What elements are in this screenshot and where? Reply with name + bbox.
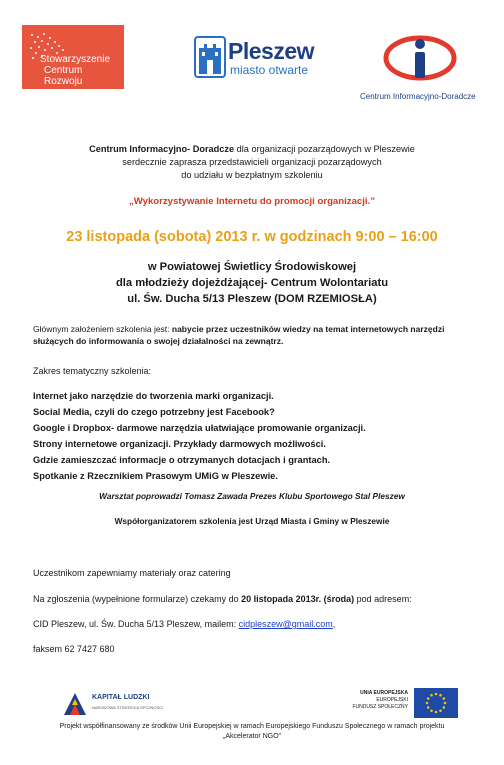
- address-line: [33, 619, 335, 629]
- pleszew-logo-name: Pleszew: [228, 38, 314, 64]
- trainer-note: Warsztat poprowadzi Tomasz Zawada Prezes Klubu Sportowego Stal Pleszew: [99, 491, 405, 501]
- topic-item: Social Media, czyli do czego potrzebny jest Facebook?: [33, 407, 275, 417]
- materials-note: Uczestnikom zapewniamy materiały oraz catering: [33, 568, 231, 578]
- logo-text-line3: Rozwoju: [44, 76, 83, 87]
- venue-block: [0, 259, 504, 307]
- registration-deadline: 20 listopada 2013r. (środa): [241, 594, 355, 604]
- footer-note: [0, 722, 504, 742]
- intro-line1-rest: dla organizacji pozarządowych w Pleszewie: [234, 144, 415, 154]
- registration-note: [33, 594, 412, 604]
- logo-text-line2: Centrum: [44, 65, 83, 76]
- eu-logo: [348, 688, 458, 720]
- venue-line-3: ul. Św. Ducha 5/13 Pleszew (DOM RZEMIOSŁA): [127, 293, 377, 305]
- topic-item: Internet jako narzędzie do tworzenia marki organizacji.: [33, 391, 274, 401]
- email-link[interactable]: cidpleszew@gmail.com: [238, 619, 333, 629]
- logo-text-line1: Stowarzyszenie: [40, 54, 111, 65]
- eu-line-2: EUROPEJSKI: [376, 697, 408, 703]
- intro-line-3: do udziału w bezpłatnym szkoleniu: [181, 170, 323, 180]
- kapital-ludzki-logo: [62, 689, 182, 719]
- topic-item: Google i Dropbox- darmowe narzędzia ułatwiające promowanie organizacji.: [33, 423, 366, 433]
- cid-logo-caption: Centrum Informacyjno-Doradcze: [360, 92, 476, 101]
- intro-line-2: serdecznie zaprasza przedstawicieli organizacji pozarządowych: [122, 157, 382, 167]
- fax-line: faksem 62 7427 680: [33, 644, 115, 654]
- footer-line-2: „Akcelerator NGO”: [223, 733, 281, 740]
- registration-tail: pod adresem:: [354, 594, 412, 604]
- eu-flag-icon: [414, 688, 458, 718]
- goal-bold-2: służących do informowania o swojej działalności na zewnątrz.: [33, 336, 284, 346]
- kapital-ludzki-subtitle: NARODOWA STRATEGIA SPÓJNOŚCI: [92, 705, 164, 710]
- scope-heading: Zakres tematyczny szkolenia:: [33, 366, 152, 376]
- coorganizer-note: Współorganizatorem szkolenia jest Urząd Miasta i Gminy w Pleszewie: [114, 516, 390, 526]
- cid-logo-icon: [380, 30, 460, 86]
- venue-line-2: dla młodzieży dojeżdżającej- Centrum Wolontariatu: [115, 277, 389, 289]
- eu-text: [348, 690, 408, 711]
- training-title: „Wykorzystywanie Internetu do promocji organizacji.”: [128, 196, 376, 207]
- topic-item: Gdzie zamieszczać informacje o otrzymanych dotacjach i grantach.: [33, 455, 331, 465]
- goal-paragraph: [33, 323, 473, 347]
- goal-bold-1: nabycie przez uczestników wiedzy na temat internetowych narzędzi: [171, 324, 445, 334]
- topic-item: Strony internetowe organizacji. Przykłady darmowych możliwości.: [33, 439, 326, 449]
- topic-item: Spotkanie z Rzecznikiem Prasowym UMiG w Pleszewie.: [33, 471, 278, 481]
- date-time-line: 23 listopada (sobota) 2013 r. w godzinach 9:00 – 16:00: [66, 229, 438, 245]
- pleszew-castle-icon: [194, 36, 226, 78]
- stowarzyszenie-logo: [22, 25, 124, 89]
- intro-line-1: [0, 143, 504, 156]
- address-tail: ,: [332, 619, 336, 629]
- eu-line-3: FUNDUSZ SPOŁECZNY: [352, 704, 408, 710]
- address-text: CID Pleszew, ul. Św. Ducha 5/13 Pleszew, mailem:: [33, 619, 239, 629]
- organizer-name: Centrum Informacyjno- Doradcze: [89, 144, 235, 154]
- registration-lead: Na zgłoszenia (wypełnione formularze) czekamy do: [33, 594, 242, 604]
- eu-line-1: UNIA EUROPEJSKA: [360, 690, 408, 696]
- topics-list: [33, 388, 366, 484]
- pleszew-logo-subtitle: miasto otwarte: [230, 63, 309, 77]
- kapital-ludzki-icon: [62, 691, 88, 717]
- intro-paragraph: [0, 143, 504, 182]
- venue-line-1: w Powiatowej Świetlicy Środowiskowej: [147, 261, 357, 273]
- goal-lead: Głównym założeniem szkolenia jest:: [33, 324, 172, 334]
- footer-line-1: Projekt współfinansowany ze środków Unii Europejskiej w ramach Europejskiego Funduszu Społecznego w ramach projektu: [59, 723, 445, 730]
- kapital-ludzki-title: KAPITAŁ LUDZKI: [92, 694, 150, 701]
